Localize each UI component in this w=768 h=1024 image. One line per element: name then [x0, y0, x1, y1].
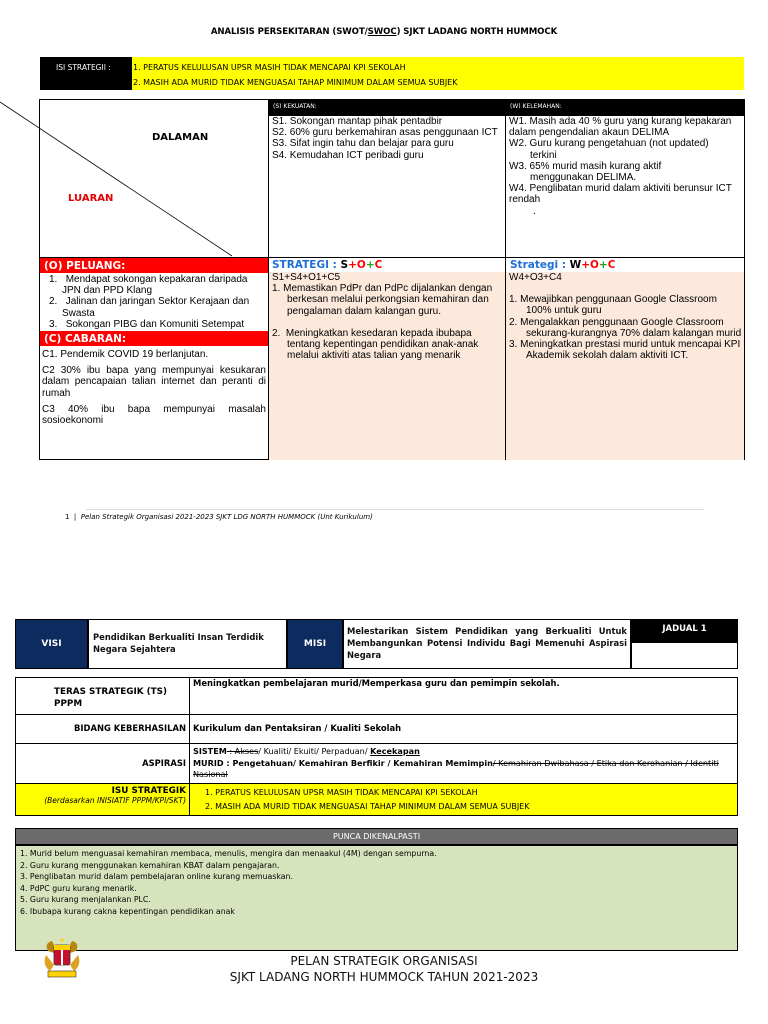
isu-strategik-item: 2. MASIH ADA MURID TIDAK MENGUASAI TAHAP MINIMUM DALAM SEMUA SUBJEK: [205, 802, 530, 811]
aspirasi-murid: MURID : Pengetahuan/ Kemahiran Berfikir / Kemahiran Memimpin/ Kemahiran Dwibahasa / Etika dan Kerohanian / Identiti Nasional: [193, 757, 719, 779]
strategi-wo-list: [509, 294, 742, 361]
strategi-wo-item: 2. Mengalakkan penggunaan Google Classroom sekurang-kurangnya 70% dalam kalangan murid: [509, 316, 742, 339]
strategic-table: [15, 677, 738, 816]
cabaran-list: [40, 346, 268, 426]
strategi-so-list: [272, 283, 503, 361]
isu-strategik-item: 1. PERATUS KELULUSAN UPSR MASIH TIDAK MENCAPAI KPI SEKOLAH: [205, 788, 478, 797]
punca-item: 6. Ibubapa kurang cakna kepentingan pendidikan anak: [20, 906, 235, 916]
page-number: 1: [65, 513, 70, 521]
kelemahan-panel: [506, 100, 744, 217]
teras-value: Meningkatkan pembelajaran murid/Memperkasa guru dan pemimpin sekolah.: [190, 678, 738, 715]
punca-item: 5. Guru kurang menjalankan PLC.: [20, 895, 151, 904]
final-title: PELAN STRATEGIK ORGANISASI SJKT LADANG NORTH HUMMOCK TAHUN 2021-2023: [229, 954, 539, 984]
visi-text: Pendidikan Berkualiti Insan Terdidik Negara Sejahtera: [88, 619, 287, 669]
kekuatan-list: [269, 116, 505, 161]
kekuatan-item: S2. 60% guru berkemahiran asas penggunaan ICT: [272, 127, 498, 139]
isu-strategik-list: [190, 784, 738, 816]
kekuatan-item: S1. Sokongan mantap pihak pentadbir: [272, 116, 443, 127]
jadual-label: JADUAL 1: [631, 619, 738, 642]
luaran-label: LUARAN: [68, 193, 114, 204]
kelemahan-item: .: [533, 205, 536, 217]
peluang-item: 3. Sokongan PIBG dan Komuniti Setempat: [49, 318, 245, 330]
dalaman-label: DALAMAN: [152, 132, 209, 143]
kelemahan-item: W3. 65% murid masih kurang aktif: [509, 160, 662, 172]
kelemahan-header: (W) KELEMAHAN:: [506, 100, 744, 116]
teras-label: TERAS STRATEGIK (TS) PPPM: [16, 678, 190, 715]
jadual-box: [631, 642, 738, 669]
cabaran-header: (C) CABARAN:: [40, 331, 268, 346]
strategi-so-body: [269, 272, 505, 361]
strategi-wo-code: W4+O3+C4: [509, 272, 562, 283]
isu-strategik-label: ISU STRATEGIK (Berdasarkan INISIATIF PPPM/KPI/SKT): [16, 784, 190, 816]
punca-title: PUNCA DIKENALPASTI: [15, 828, 738, 845]
punca-item: 1. Murid belum menguasai kemahiran membaca, menulis, mengira dan menaakul (4M) dengan sempurna.: [20, 849, 437, 858]
page-title: ANALISIS PERSEKITARAN (SWOT/SWOC) SJKT LADANG NORTH HUMMOCK: [210, 27, 558, 37]
punca-item: 3. Penglibatan murid dalam pembelajaran online kurang memuaskan.: [20, 872, 293, 881]
strategi-wo-body: [506, 272, 744, 361]
kelemahan-item: W4. Penglibatan murid dalam aktiviti berunsur ICT rendah: [509, 183, 732, 206]
peluang-cabaran-panel: [40, 258, 268, 460]
visi-misi-row: [15, 619, 738, 669]
punca-item: 4. PdPC guru kurang menarik.: [20, 883, 137, 893]
strategi-so-title: STRATEGI : S+O+C: [269, 258, 505, 272]
peluang-item: 1. Mendapat sokongan kepakaran daripada JPN dan PPD Klang: [49, 274, 248, 297]
aspirasi-sistem: SISTEM : Akses/ Kualiti/ Ekuiti/ Perpaduan/ Kecekapan: [193, 746, 420, 756]
punca-list: [15, 845, 738, 951]
aspirasi-value: [190, 744, 738, 784]
kelemahan-item: W2. Guru kurang pengetahuan (not updated): [509, 138, 709, 150]
visi-label: VISI: [15, 619, 88, 669]
bidang-label: BIDANG KEBERHASILAN: [16, 715, 190, 744]
strategi-wo-title: Strategi : W+O+C: [506, 258, 744, 272]
misi-text: Melestarikan Sistem Pendidikan yang Berkualiti Untuk Membangunkan Potensi Individu Bagi Memenuhi Aspirasi Negara: [343, 619, 631, 669]
aspirasi-label: ASPIRASI: [16, 744, 190, 784]
bidang-value: Kurikulum dan Pentaksiran / Kualiti Sekolah: [190, 715, 738, 744]
strategi-so-item: 2. Meningkatkan kesedaran kepada ibubapa tentang kepentingan pendidikan anak-anak melalui aktiviti atas talian yang menarik: [272, 327, 479, 362]
peluang-item: 2. Jalinan dan jaringan Sektor Kerajaan dan Swasta: [49, 296, 250, 319]
cabaran-item: C3 40% ibu bapa mempunyai masalah sosioekonomi: [42, 403, 266, 427]
kekuatan-panel: [269, 100, 505, 161]
peluang-header: (O) PELUANG:: [40, 258, 268, 273]
kekuatan-item: S4. Kemudahan ICT peribadi guru: [272, 149, 424, 161]
strategi-so-item: 1. Memastikan PdPr dan PdPc dijalankan dengan berkesan melalui perkongsian kemahiran dan pengalaman dalam kalangan guru.: [272, 283, 493, 317]
kelemahan-list: [506, 116, 744, 217]
strategi-so-panel: [269, 258, 505, 460]
kelemahan-item: terkini: [530, 149, 557, 161]
cabaran-item: C1. Pendemik COVID 19 berlanjutan.: [42, 349, 209, 361]
cabaran-item: C2 30% ibu bapa yang mempunyai kesukaran dalam pencapaian talian internet dan peranti di rumah: [42, 365, 266, 399]
isu-item: 2. MASIH ADA MURID TIDAK MENGUASAI TAHAP MINIMUM DALAM SEMUA SUBJEK: [133, 78, 458, 87]
footer-text: Pelan Strategik Organisasi 2021-2023 SJKT LDG NORTH HUMMOCK (Unt Kurikulum): [80, 513, 373, 521]
punca-item: 2. Guru kurang menggunakan kemahiran KBAT dalam pengajaran.: [20, 860, 280, 870]
kelemahan-item: W1. Masih ada 40 % guru yang kurang kepakaran dalam pengendalian akaun DELIMA: [509, 116, 732, 139]
kekuatan-header: (S) KEKUATAN:: [269, 100, 505, 116]
kekuatan-item: S3. Sifat ingin tahu dan belajar para guru: [272, 138, 454, 150]
strategi-wo-item: 3. Meningkatkan prestasi murid untuk mencapai KPI Akademik sekolah dalam aktiviti ICT.: [509, 339, 741, 362]
swot-grid: [39, 99, 745, 460]
page-footer: 1 | Pelan Strategik Organisasi 2021-2023 SJKT LDG NORTH HUMMOCK (Unt Kurikulum): [65, 513, 373, 521]
isu-label: ISI STRATEGII :: [40, 57, 132, 90]
strategi-wo-item: 1. Mewajibkan penggunaan Google Classroom 100% untuk guru: [509, 294, 717, 317]
strategi-wo-panel: [506, 258, 744, 460]
footer-rule: [86, 509, 704, 510]
strategi-so-code: S1+S4+O1+C5: [272, 272, 341, 283]
kelemahan-item: menggunakan DELIMA.: [530, 172, 637, 184]
isu-item: 1. PERATUS KELULUSAN UPSR MASIH TIDAK MENCAPAI KPI SEKOLAH: [133, 63, 406, 72]
misi-label: MISI: [287, 619, 343, 669]
peluang-list: [40, 273, 268, 330]
